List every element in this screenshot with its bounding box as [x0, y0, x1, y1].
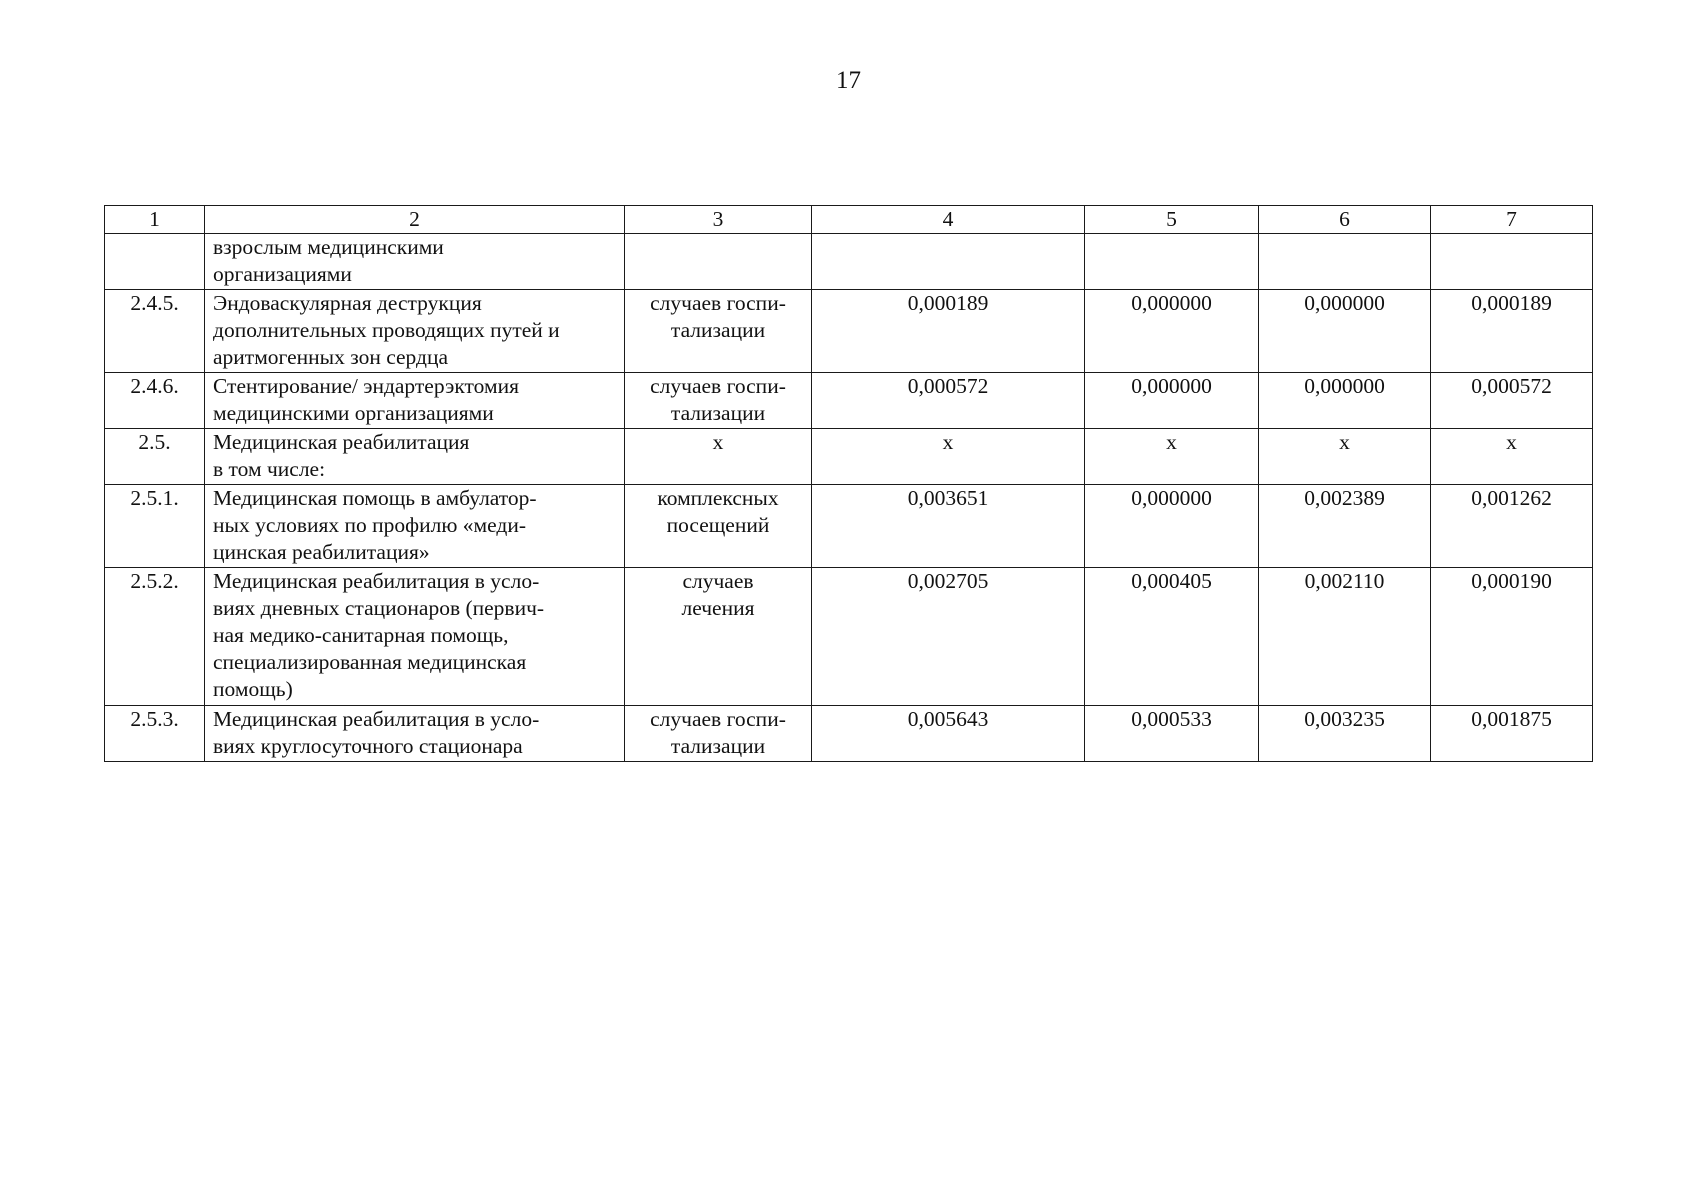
- row-name-line: Медицинская реабилитация в усло-: [213, 569, 540, 593]
- row-unit: [625, 429, 812, 485]
- row-unit-line: случаев госпи-: [650, 291, 786, 315]
- row-unit-line: тализации: [670, 401, 766, 425]
- row-value-7: х: [1431, 429, 1593, 485]
- table-row: [105, 373, 1593, 429]
- column-header: 2: [205, 206, 625, 234]
- table-row: [105, 485, 1593, 568]
- row-value-7: 0,000189: [1431, 290, 1593, 373]
- column-header: 7: [1431, 206, 1593, 234]
- row-name-line: ных условиях по профилю «меди-: [213, 513, 526, 537]
- row-name-line: Эндоваскулярная деструкция: [213, 291, 482, 315]
- row-value-5: 0,000000: [1085, 485, 1259, 568]
- row-name: [205, 373, 625, 429]
- row-value-4: х: [812, 429, 1085, 485]
- row-value-5: [1085, 234, 1259, 290]
- row-number: [105, 234, 205, 290]
- row-number: 2.5.: [105, 429, 205, 485]
- row-name-line: в том числе:: [213, 457, 326, 481]
- row-name-line: взрослым медицинскими: [213, 235, 444, 259]
- row-unit-line: комплексных: [657, 486, 779, 510]
- table-row: [105, 568, 1593, 706]
- row-value-7: [1431, 234, 1593, 290]
- row-value-6: 0,000000: [1259, 290, 1431, 373]
- row-number: 2.5.1.: [105, 485, 205, 568]
- row-value-6: 0,002110: [1259, 568, 1431, 706]
- row-unit: [625, 234, 812, 290]
- table-row: [105, 706, 1593, 762]
- row-value-4: [812, 234, 1085, 290]
- row-name-line: организациями: [213, 262, 352, 286]
- row-name: [205, 485, 625, 568]
- row-unit-line: посещений: [666, 513, 770, 537]
- row-name-line: медицинскими организациями: [213, 401, 494, 425]
- row-value-6: х: [1259, 429, 1431, 485]
- row-value-4: 0,000572: [812, 373, 1085, 429]
- row-value-4: 0,005643: [812, 706, 1085, 762]
- column-header: 3: [625, 206, 812, 234]
- row-value-4: 0,003651: [812, 485, 1085, 568]
- row-unit-line: тализации: [670, 734, 766, 758]
- row-unit-line: случаев госпи-: [650, 707, 786, 731]
- row-value-5: 0,000000: [1085, 290, 1259, 373]
- row-name-line: специализированная медицинская: [213, 650, 527, 674]
- row-name: [205, 234, 625, 290]
- row-value-6: 0,003235: [1259, 706, 1431, 762]
- row-name-line: Медицинская помощь в амбулатор-: [213, 486, 537, 510]
- row-value-5: 0,000000: [1085, 373, 1259, 429]
- data-table: [104, 205, 1593, 762]
- row-name-line: Медицинская реабилитация в усло-: [213, 707, 540, 731]
- row-name-line: Стентирование/ эндартерэктомия: [213, 374, 519, 398]
- column-header: 6: [1259, 206, 1431, 234]
- column-header: 5: [1085, 206, 1259, 234]
- row-value-4: 0,000189: [812, 290, 1085, 373]
- row-unit-line: случаев: [682, 569, 754, 593]
- row-number: 2.5.3.: [105, 706, 205, 762]
- row-number: 2.4.5.: [105, 290, 205, 373]
- row-number: 2.4.6.: [105, 373, 205, 429]
- row-name-line: помощь): [213, 677, 293, 701]
- row-unit-line: лечения: [681, 596, 755, 620]
- row-name-line: дополнительных проводящих путей и: [213, 318, 560, 342]
- table-row: [105, 234, 1593, 290]
- column-header: 1: [105, 206, 205, 234]
- row-unit: [625, 706, 812, 762]
- row-name-line: виях круглосуточного стационара: [213, 734, 523, 758]
- row-name-line: виях дневных стационаров (первич-: [213, 596, 545, 620]
- row-name-line: Медицинская реабилитация: [213, 430, 470, 454]
- row-unit-line: х: [712, 430, 724, 454]
- row-unit: [625, 568, 812, 706]
- row-name-line: аритмогенных зон сердца: [213, 345, 449, 369]
- row-value-6: 0,002389: [1259, 485, 1431, 568]
- row-value-4: 0,002705: [812, 568, 1085, 706]
- row-name-line: ная медико-санитарная помощь,: [213, 623, 509, 647]
- row-value-5: 0,000405: [1085, 568, 1259, 706]
- row-value-7: 0,001875: [1431, 706, 1593, 762]
- row-value-5: 0,000533: [1085, 706, 1259, 762]
- row-name: [205, 706, 625, 762]
- row-value-7: 0,000190: [1431, 568, 1593, 706]
- page-number: 17: [836, 67, 861, 94]
- row-number: 2.5.2.: [105, 568, 205, 706]
- table-row: [105, 290, 1593, 373]
- row-unit: [625, 290, 812, 373]
- row-unit-line: тализации: [670, 318, 766, 342]
- table-row: [105, 429, 1593, 485]
- row-value-6: 0,000000: [1259, 373, 1431, 429]
- table-header-row: [105, 206, 1593, 234]
- row-name: [205, 290, 625, 373]
- row-value-6: [1259, 234, 1431, 290]
- column-header: 4: [812, 206, 1085, 234]
- row-value-7: 0,000572: [1431, 373, 1593, 429]
- row-value-5: х: [1085, 429, 1259, 485]
- row-value-7: 0,001262: [1431, 485, 1593, 568]
- row-unit: [625, 373, 812, 429]
- row-name: [205, 429, 625, 485]
- row-unit-line: случаев госпи-: [650, 374, 786, 398]
- row-name-line: цинская реабилитация»: [213, 540, 430, 564]
- row-unit: [625, 485, 812, 568]
- row-name: [205, 568, 625, 706]
